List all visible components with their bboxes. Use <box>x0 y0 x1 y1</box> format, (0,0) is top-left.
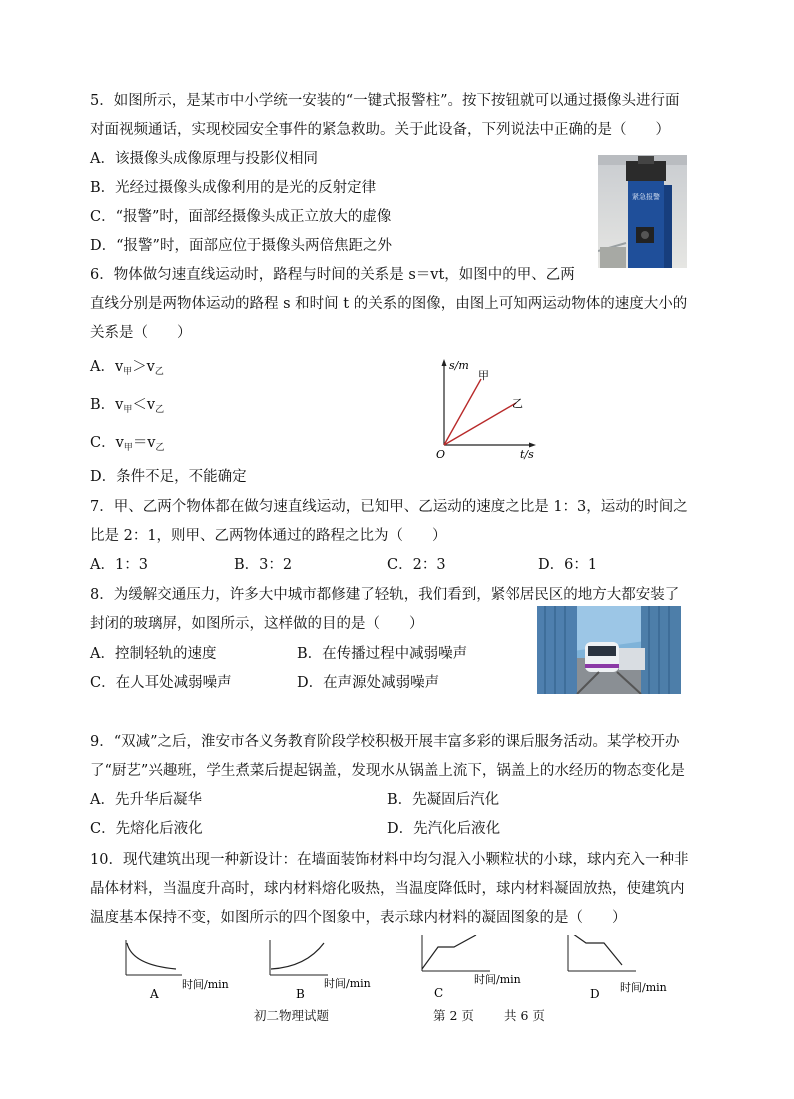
q10-stem-line1: 10．现代建筑出现一种新设计：在墙面装饰材料中均匀混入小颗粒状的小球，球内充入一种非 <box>90 852 689 868</box>
q5-stem-line1: 5．如图所示，是某市中小学统一安装的“一键式报警柱”。按下按钮就可以通过摄像头进行面 <box>90 93 680 109</box>
q7-option-d: D．6：1 <box>538 557 598 573</box>
graph-b-ylabel <box>278 935 318 936</box>
q6-option-c: C．$v_甲=v_乙$ <box>90 435 165 453</box>
light-rail-photo <box>537 606 681 694</box>
graph-c-letter: C <box>434 986 444 1000</box>
alarm-pillar-sign <box>632 192 660 201</box>
q10-stem-line3: 温度基本保持不变，如图所示的四个图象中，表示球内材料的凝固图象的是（ ） <box>90 910 627 926</box>
q6-stem-line1: 6．物体做匀速直线运动时，路程与时间的关系是 s＝vt，如图中的甲、乙两 <box>90 267 575 283</box>
graph-b <box>270 935 371 1001</box>
graph-c-xlabel: 时间/min <box>474 973 521 986</box>
q6-stem-line3: 关系是（ ） <box>90 325 192 341</box>
footer-subject: 初二物理试题 <box>254 1008 330 1023</box>
graph-b-xlabel: 时间/min <box>324 977 371 990</box>
graph-a <box>126 935 229 1001</box>
graph-a-xlabel: 时间/min <box>182 978 229 991</box>
graph-a-ylabel <box>132 935 172 936</box>
q8-option-a: A．控制轻轨的速度 <box>90 646 217 662</box>
q8-stem-line2: 封闭的玻璃屏，如图所示，这样做的目的是（ ） <box>90 616 424 632</box>
q8-option-c: C．在人耳处减弱噪声 <box>90 675 232 691</box>
q6-option-a: A．$v_甲>v_乙$ <box>90 359 164 377</box>
st-graph-line-jia: 甲 <box>478 369 489 382</box>
q9-option-d: D．先汽化后液化 <box>387 821 501 837</box>
graph-d-xlabel: 时间/min <box>620 981 667 994</box>
q7-option-b: B．3：2 <box>234 557 293 573</box>
q6-stem-line2: 直线分别是两物体运动的路程 s 和时间 t 的关系的图像，由图上可知两运动物体的速度大小的 <box>90 296 688 312</box>
st-graph-origin: O <box>436 448 446 461</box>
st-graph-ylabel: s/m <box>449 359 469 372</box>
q9-option-a: A．先升华后凝华 <box>90 792 202 808</box>
graph-a-letter: A <box>150 987 159 1001</box>
temperature-graphs <box>110 935 690 1005</box>
graph-d <box>568 935 667 1001</box>
footer-total-pages: 共 6 页 <box>504 1008 545 1023</box>
st-graph-xlabel: t/s <box>520 448 534 461</box>
q10-stem-line2: 晶体材料，当温度升高时，球内材料熔化吸热，当温度降低时，球内材料凝固放热，使建筑内 <box>90 881 685 897</box>
q6-option-d: D．条件不足，不能确定 <box>90 469 247 485</box>
graph-c <box>422 935 521 1000</box>
q7-option-c: C．2：3 <box>387 557 446 573</box>
q7-option-a: A．1：3 <box>90 557 148 573</box>
graph-b-letter: B <box>296 987 305 1001</box>
q9-option-c: C．先熔化后液化 <box>90 821 203 837</box>
q8-option-b: B．在传播过程中减弱噪声 <box>297 646 468 662</box>
q5-option-c: C．“报警”时，面部经摄像头成正立放大的虚像 <box>90 209 392 225</box>
q9-option-b: B．先凝固后汽化 <box>387 792 500 808</box>
st-graph-line-yi: 乙 <box>512 397 523 410</box>
q5-option-a: A．该摄像头成像原理与投影仪相同 <box>90 151 318 167</box>
q9-stem-line2: 了“厨艺”兴趣班，学生煮菜后提起锅盖，发现水从锅盖上流下，锅盖上的水经历的物态变化是 <box>90 763 685 779</box>
st-graph <box>432 355 544 465</box>
footer-page-number: 第 2 页 <box>433 1008 474 1023</box>
q9-stem-line1: 9．“双减”之后，淮安市各义务教育阶段学校积极开展丰富多彩的课后服务活动。某学校开办 <box>90 734 680 750</box>
svg-text:紧急报警: 紧急报警 <box>632 193 660 201</box>
q5-stem-line2: 对面视频通话，实现校园安全事件的紧急救助。关于此设备，下列说法中正确的是（ ） <box>90 122 670 138</box>
q5-option-d: D．“报警”时，面部应位于摄像头两倍焦距之外 <box>90 238 392 254</box>
q7-stem-line2: 比是 2：1，则甲、乙两物体通过的路程之比为（ ） <box>90 528 447 544</box>
q8-option-d: D．在声源处减弱噪声 <box>297 675 440 691</box>
q5-option-b: B．光经过摄像头成像利用的是光的反射定律 <box>90 180 377 196</box>
alarm-pillar-photo <box>598 155 687 268</box>
q7-stem-line1: 7．甲、乙两个物体都在做匀速直线运动，已知甲、乙运动的速度之比是 1：3，运动的时间之 <box>90 499 688 515</box>
q8-stem-line1: 8．为缓解交通压力，许多大中城市都修建了轻轨，我们看到，紧邻居民区的地方大都安装了 <box>90 587 680 603</box>
graph-d-letter: D <box>590 987 600 1001</box>
q6-option-b: B．$v_甲<v_乙$ <box>90 397 165 415</box>
